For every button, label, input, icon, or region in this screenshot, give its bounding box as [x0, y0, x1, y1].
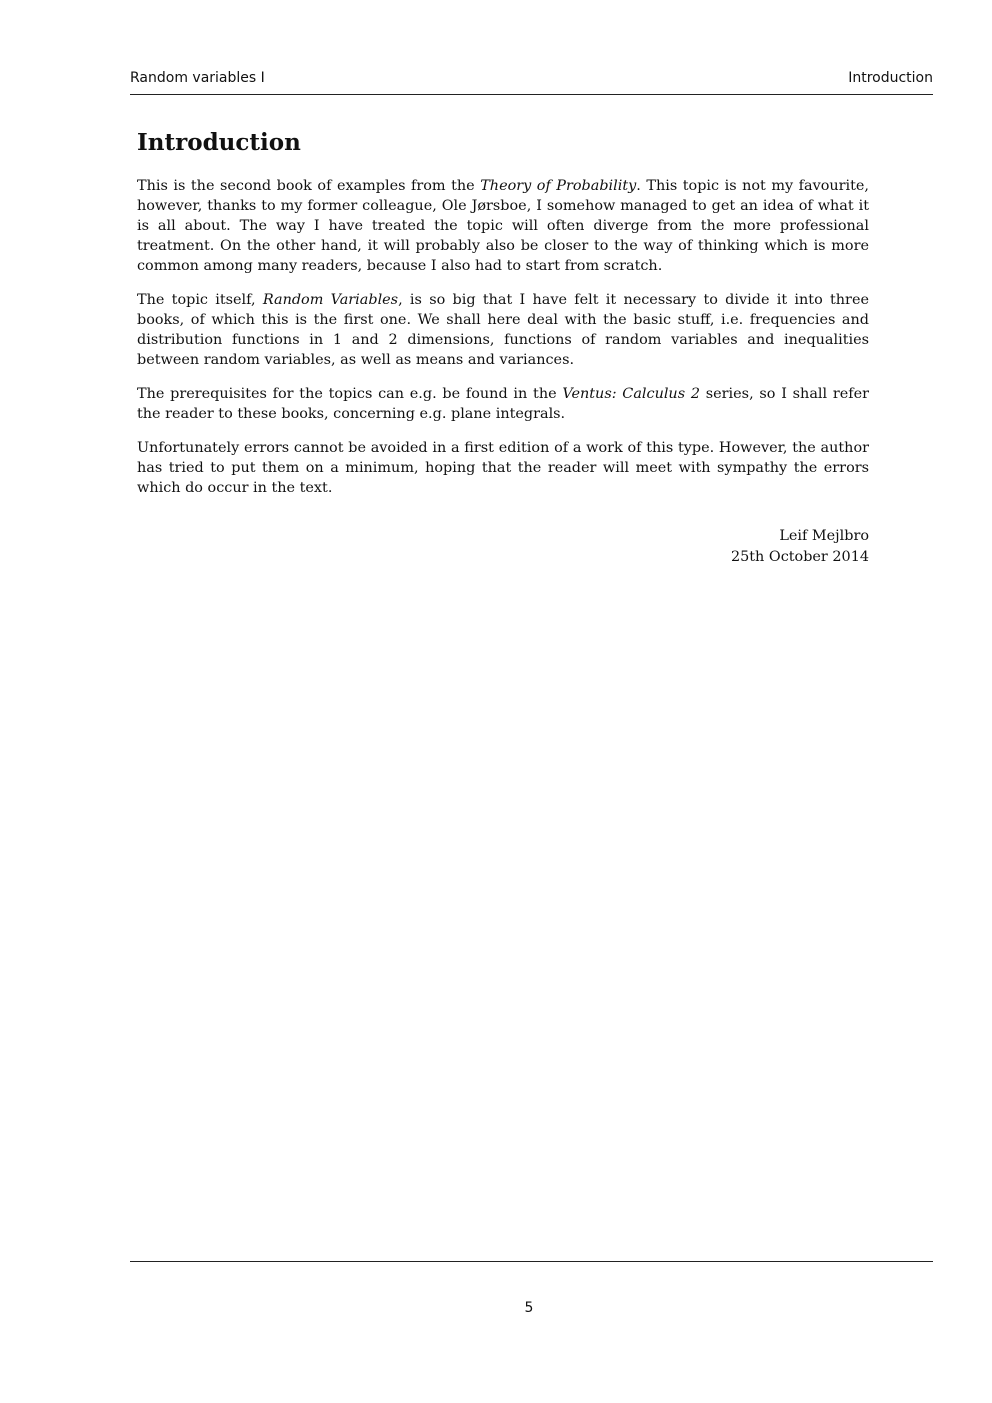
paragraph-2-emphasis: Random Variables	[262, 292, 399, 308]
paragraph-3-text-b: series, so I shall refer the reader to these books, concerning e.g. plane integrals.	[137, 386, 869, 422]
author-name: Leif Mejlbro	[779, 528, 869, 544]
running-header-book-title: Random variables I	[130, 70, 265, 86]
paragraph-1-emphasis: Theory of Probability	[480, 178, 637, 194]
paragraph-3-text-a: The prerequisites for the topics can e.g. be found in the	[137, 386, 563, 402]
paragraph-3-emphasis: Ventus: Calculus 2	[562, 386, 701, 402]
paragraph-2-text-a: The topic itself,	[137, 292, 263, 308]
paragraph-3	[137, 384, 869, 424]
signature-block	[137, 526, 869, 568]
page-body	[137, 126, 869, 568]
chapter-title: Introduction	[137, 129, 301, 156]
running-header-chapter-title: Introduction	[848, 70, 933, 86]
paragraph-2	[137, 290, 869, 370]
running-header	[130, 67, 933, 95]
paragraph-1-text-a: This is the second book of examples from the	[137, 178, 481, 194]
paragraph-4-text: Unfortunately errors cannot be avoided in a first edition of a work of this type. However, the author has tried to put them on a minimum, hoping that the reader will meet with sympathy the errors which do occur in the text.	[137, 440, 869, 496]
page-number: 5	[524, 1300, 534, 1316]
paragraph-4	[137, 438, 869, 498]
paragraph-2-text-b: , is so big that I have felt it necessary to divide it into three books, of which this is the first one. We shall here deal with the basic stuff, i.e. frequencies and distribution functions in 1 and 2 dimensions, functions of random variables and inequalities between random variables, as well as means and variances.	[137, 292, 869, 368]
footer-rule	[130, 1261, 933, 1262]
signature-date: 25th October 2014	[730, 549, 869, 565]
paragraph-1-text-b: . This topic is not my favourite, however, thanks to my former colleague, Ole Jørsboe, I somehow managed to get an idea of what it is all about. The way I have treated the topic will often diverge from the more professional treatment. On the other hand, it will probably also be closer to the way of thinking which is more common among many readers, because I also had to start from scratch.	[137, 178, 869, 274]
paragraph-1	[137, 176, 869, 276]
